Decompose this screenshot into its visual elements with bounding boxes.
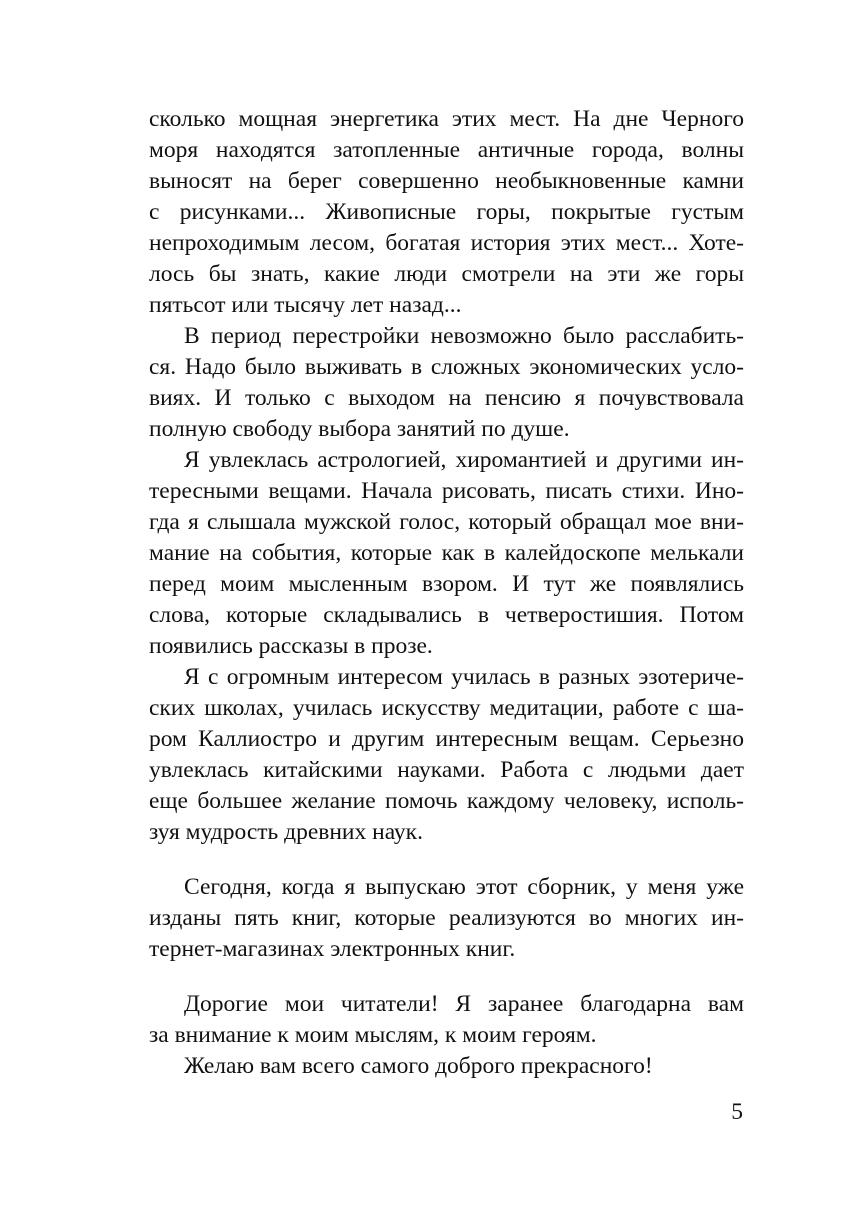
text-line: Дорогие мои читатели! Я заранее благодарна вам (184, 991, 744, 1017)
text-line: пятьсот или тысячу лет назад... (149, 292, 462, 318)
paragraph-spacer (149, 965, 744, 989)
paragraph (149, 989, 744, 1051)
text-line: изданы пять книг, которые реализуются во многих ин- (149, 905, 744, 931)
paragraph (149, 104, 744, 321)
text-line: мание на события, которые как в калейдоскопе мелькали (149, 540, 744, 566)
text-line: полную свободу выбора занятий по душе. (149, 416, 570, 442)
text-line: ских школах, училась искусству медитации, работе с ша- (149, 695, 744, 721)
text-line: ся. Надо было выживать в сложных экономических усло- (149, 354, 744, 380)
page-number: 5 (731, 1099, 743, 1125)
paragraph (149, 321, 744, 445)
text-line: Сегодня, когда я выпускаю этот сборник, у меня уже (184, 874, 744, 900)
text-line: появились рассказы в прозе. (149, 633, 433, 659)
text-line: выносят на берег совершенно необыкновенные камни (149, 168, 744, 194)
text-line: Я с огромным интересом училась в разных эзотериче- (184, 664, 744, 690)
text-line: лось бы знать, какие люди смотрели на эти же горы (149, 261, 744, 287)
text-line: тернет-магазинах электронных книг. (149, 936, 516, 962)
text-line: сколько мощная энергетика этих мест. На дне Черного (149, 106, 744, 132)
text-line: слова, которые складывались в четверостишия. Потом (149, 602, 744, 628)
body-text (149, 104, 744, 1082)
text-line: за внимание к моим мыслям, к моим героям. (149, 1022, 597, 1048)
text-line: Желаю вам всего самого доброго прекрасного! (184, 1053, 653, 1079)
text-line: непроходимым лесом, богатая история этих мест... Хоте- (149, 230, 744, 256)
text-line: В период перестройки невозможно было расслабить- (184, 323, 744, 349)
text-line: увлеклась китайскими науками. Работа с людьми дает (149, 757, 744, 783)
text-line: тересными вещами. Начала рисовать, писать стихи. Ино- (149, 478, 744, 504)
paragraph (149, 445, 744, 662)
paragraph (149, 872, 744, 965)
paragraph (149, 1051, 744, 1082)
text-line: ром Каллиостро и другим интересным вещам. Серьезно (149, 726, 744, 752)
text-line: с рисунками... Живописные горы, покрытые густым (149, 199, 744, 225)
text-line: виях. И только с выходом на пенсию я почувствовала (149, 385, 744, 411)
text-line: гда я слышала мужской голос, который обращал мое вни- (149, 509, 744, 535)
text-line: зуя мудрость древних наук. (149, 819, 423, 845)
text-line: моря находятся затопленные античные города, волны (149, 137, 744, 163)
text-line: еще большее желание помочь каждому человеку, исполь- (149, 788, 744, 814)
text-line: перед моим мысленным взором. И тут же появлялись (149, 571, 744, 597)
paragraph (149, 662, 744, 848)
paragraph-spacer (149, 848, 744, 872)
text-line: Я увлеклась астрологией, хиромантией и другими ин- (184, 447, 744, 473)
